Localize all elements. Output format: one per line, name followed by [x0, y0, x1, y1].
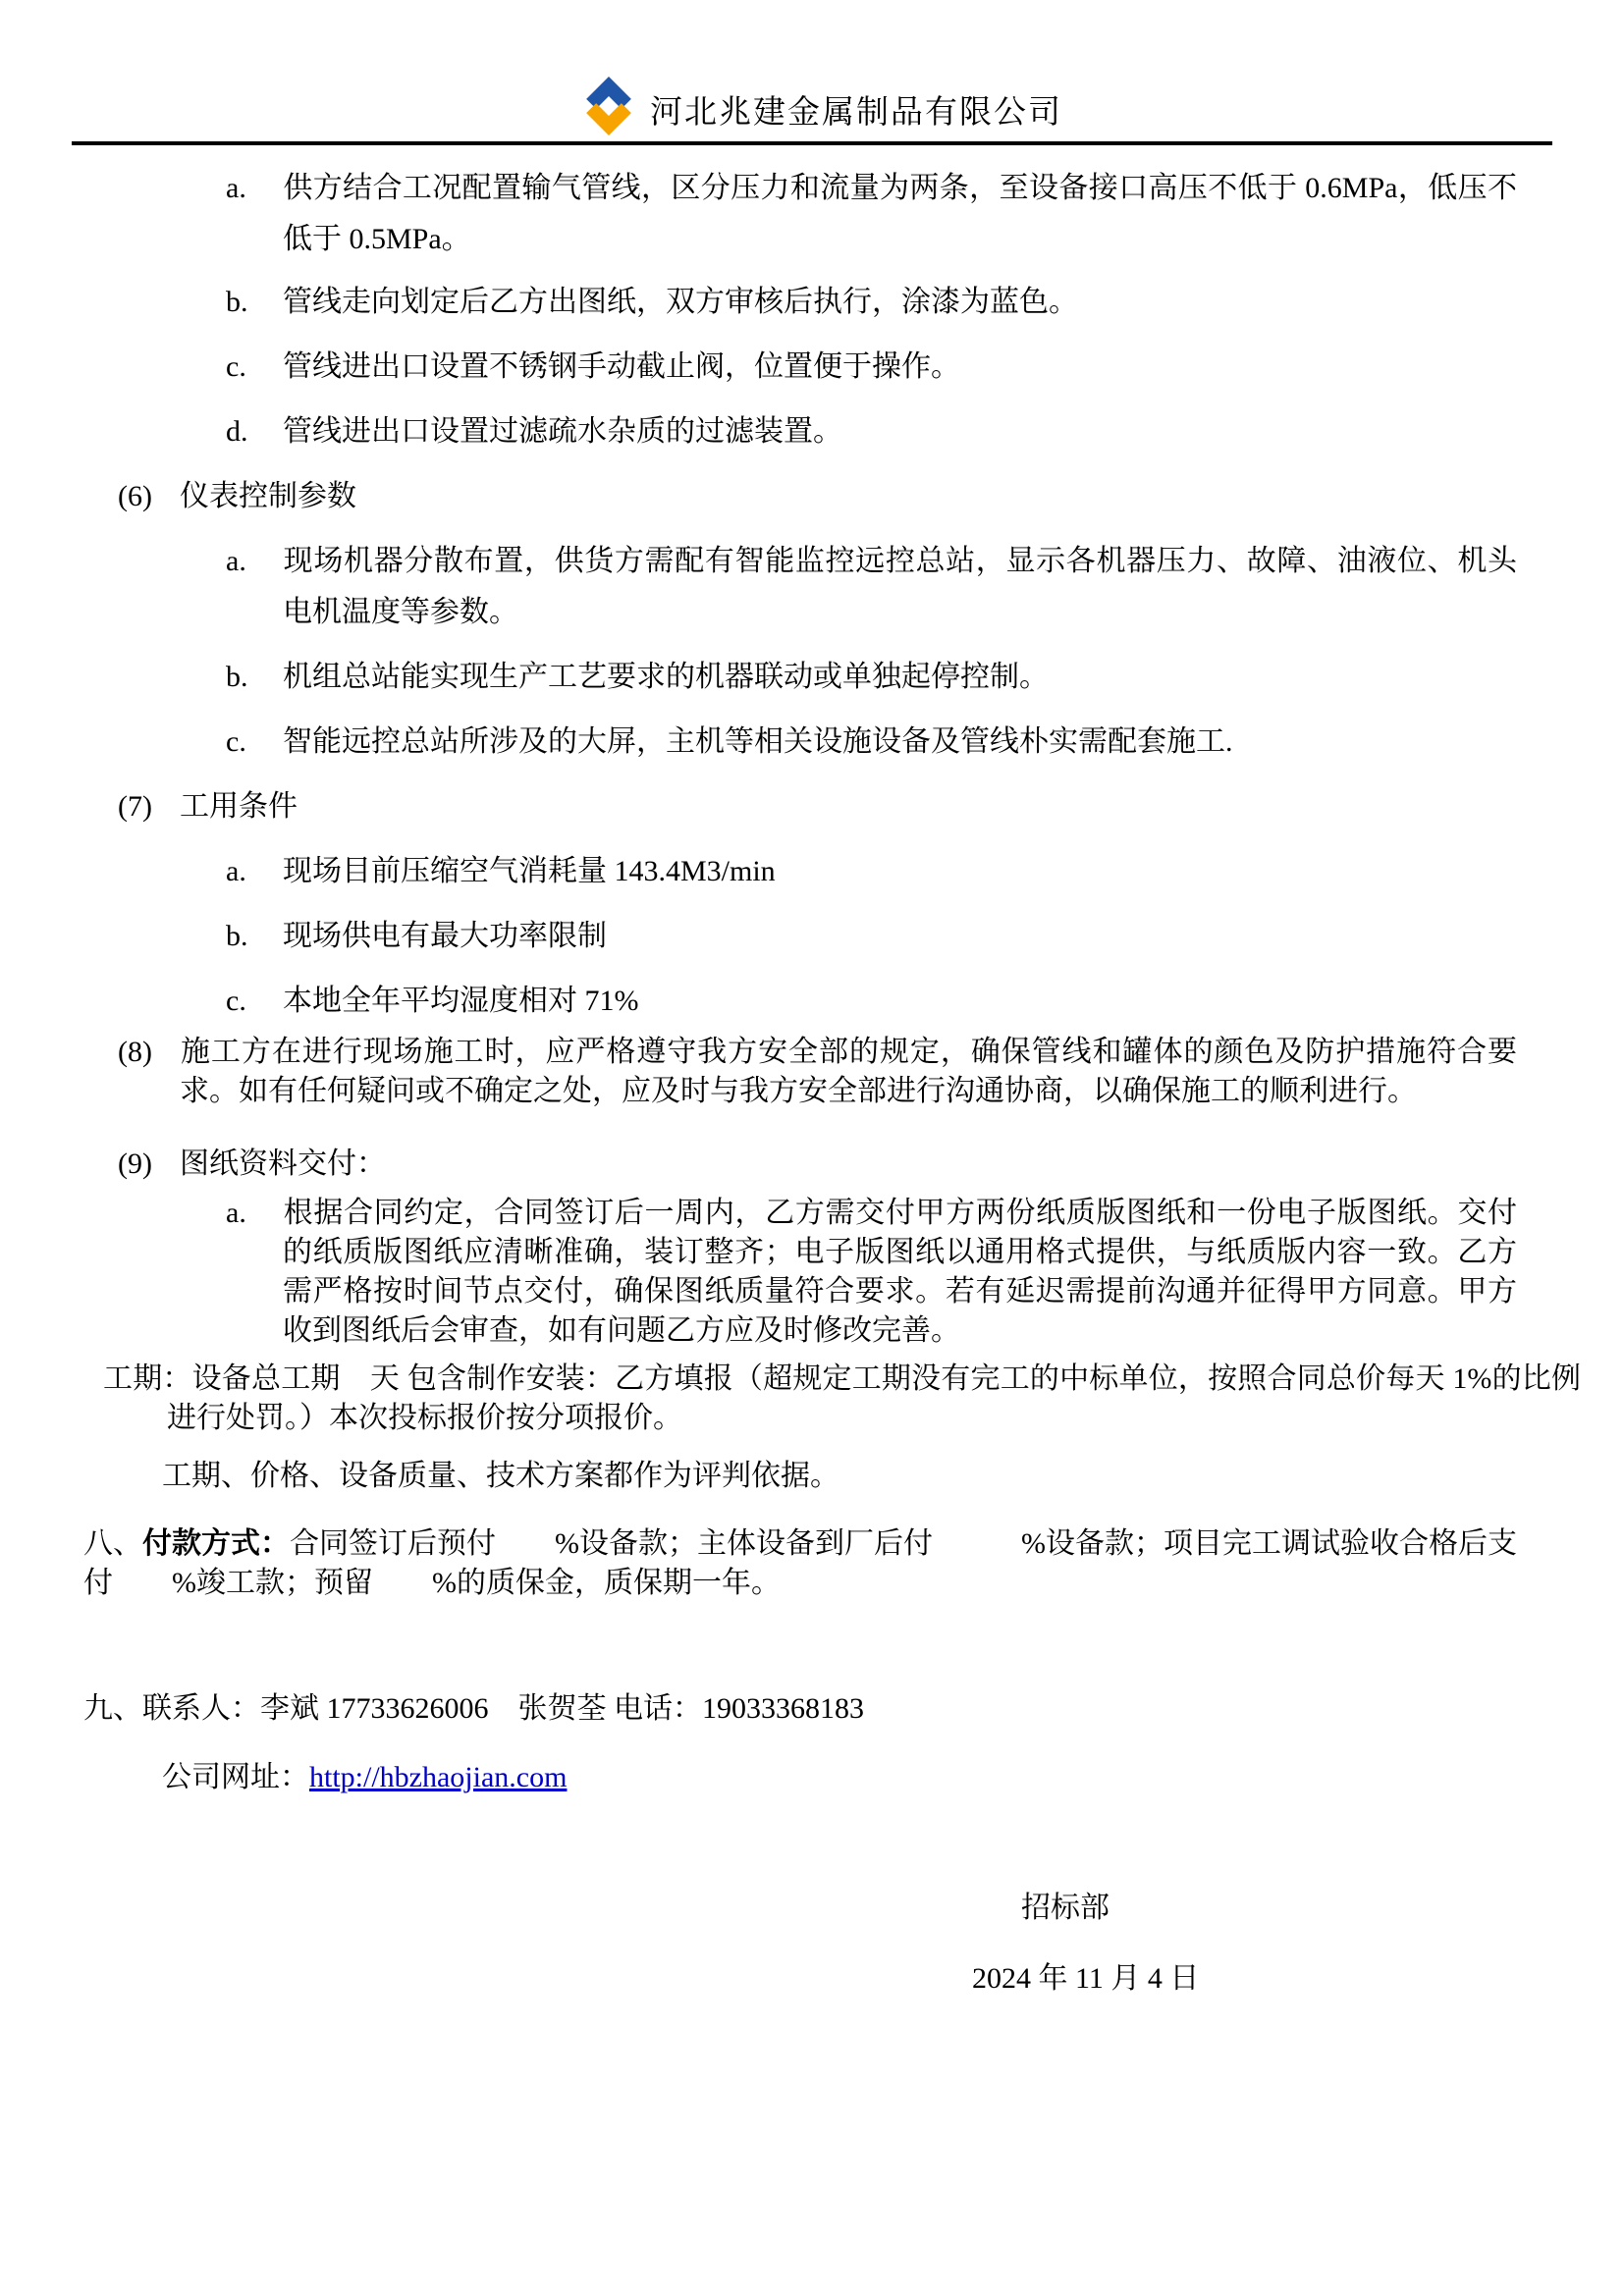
section-6-item-c [226, 717, 1517, 768]
company-name: 河北兆建金属制品有限公司 [650, 95, 1062, 131]
website-label: 公司网址： [162, 1761, 309, 1793]
item-marker: c. [226, 350, 246, 383]
item-marker: d. [226, 415, 248, 448]
item-marker: a. [226, 855, 246, 887]
section-title: 仪表控制参数 [180, 480, 356, 512]
section-text: 施工方在进行现场施工时，应严格遵守我方安全部的规定，确保管线和罐体的颜色及防护措施符合要求。如有任何疑问或不确定之处，应及时与我方安全部进行沟通协商，以确保施工的顺利进行。 [180, 1036, 1517, 1107]
duration-paragraph [103, 1360, 1581, 1438]
item-marker: c. [226, 985, 246, 1017]
item-text: 根据合同约定，合同签订后一周内，乙方需交付甲方两份纸质版图纸和一份电子版图纸。交付的纸质版图纸应清晰准确，装订整齐；电子版图纸以通用格式提供，与纸质版内容一致。乙方需严格按时间节点交付，确保图纸质量符合要求。若有延迟需提前沟通并征得甲方同意。甲方收到图纸后会审查，如有问题乙方应及时修改完善。 [283, 1197, 1517, 1347]
item-text: 现场目前压缩空气消耗量 143.4M3/min [283, 855, 776, 887]
duration-label: 工期： [103, 1362, 192, 1395]
contact-line [83, 1689, 864, 1729]
item-text: 现场供电有最大功率限制 [283, 920, 607, 952]
payment-label: 付款方式： [142, 1527, 291, 1560]
section-marker: (7) [118, 790, 152, 823]
item-marker: a. [226, 1197, 246, 1229]
contact-number: 九、 [83, 1692, 142, 1725]
company-logo-icon [586, 77, 631, 135]
item-marker: a. [226, 545, 246, 577]
item-marker: b. [226, 920, 248, 952]
item-marker: b. [226, 286, 248, 318]
item-marker: b. [226, 661, 248, 693]
list-item-pipeline-c [226, 342, 1517, 393]
section-6-item-b [226, 652, 1517, 703]
section-6-item-a [226, 536, 1517, 638]
item-text: 现场机器分散布置，供货方需配有智能监控远控总站，显示各机器压力、故障、油液位、机头电机温度等参数。 [283, 545, 1517, 628]
item-text: 供方结合工况配置输气管线，区分压力和流量为两条，至设备接口高压不低于 0.6MPa，低压不低于 0.5MPa。 [283, 172, 1517, 255]
section-9-item-a [226, 1194, 1517, 1351]
section-marker: (8) [118, 1036, 152, 1068]
section-title: 图纸资料交付： [180, 1148, 386, 1180]
section-marker: (9) [118, 1148, 152, 1180]
payment-terms-paragraph [83, 1524, 1517, 1603]
section-9-heading [118, 1139, 1517, 1190]
website-line [162, 1758, 567, 1797]
section-title: 工用条件 [180, 790, 298, 823]
header-divider [72, 141, 1552, 145]
payment-number: 八、 [83, 1527, 143, 1560]
list-item-pipeline-b [226, 277, 1517, 328]
item-text: 机组总站能实现生产工艺要求的机器联动或单独起停控制。 [283, 661, 1049, 693]
list-item-pipeline-a [226, 163, 1517, 265]
section-7-heading [118, 781, 1517, 832]
item-text: 本地全年平均湿度相对 71% [283, 985, 639, 1017]
item-text: 管线进出口设置过滤疏水杂质的过滤装置。 [283, 415, 842, 448]
footer-date: 2024 年 11 月 4 日 [972, 1962, 1200, 1995]
item-marker: a. [226, 172, 246, 204]
item-text: 智能远控总站所涉及的大屏，主机等相关设施设备及管线朴实需配套施工. [283, 725, 1233, 758]
item-text: 管线走向划定后乙方出图纸，双方审核后执行，涂漆为蓝色。 [283, 286, 1078, 318]
payment-text: 合同签订后预付 %设备款；主体设备到厂后付 %设备款；项目完工调试验收合格后支付 %竣工款；预留 %的质保金，质保期一年。 [83, 1527, 1518, 1599]
section-7-item-a [226, 846, 1517, 897]
evaluation-criteria: 工期、价格、设备质量、技术方案都作为评判依据。 [162, 1460, 839, 1492]
item-marker: c. [226, 725, 246, 758]
list-item-pipeline-d [226, 406, 1517, 457]
section-6-heading [118, 471, 1517, 522]
duration-text: 设备总工期 天 包含制作安装：乙方填报（超规定工期没有完工的中标单位，按照合同总价每天 1%的比例进行处罚。）本次投标报价按分项报价。 [167, 1362, 1581, 1434]
section-7-item-b [226, 911, 1517, 962]
section-7-item-c [226, 976, 1517, 1027]
section-marker: (6) [118, 480, 152, 512]
contact-text: 联系人：李斌 17733626006 张贺荃 电话：19033368183 [142, 1692, 864, 1725]
section-8-paragraph [118, 1033, 1517, 1111]
company-website-link[interactable]: http://hbzhaojian.com [309, 1761, 568, 1793]
item-text: 管线进出口设置不锈钢手动截止阀，位置便于操作。 [283, 350, 960, 383]
footer-department: 招标部 [1021, 1892, 1110, 1924]
